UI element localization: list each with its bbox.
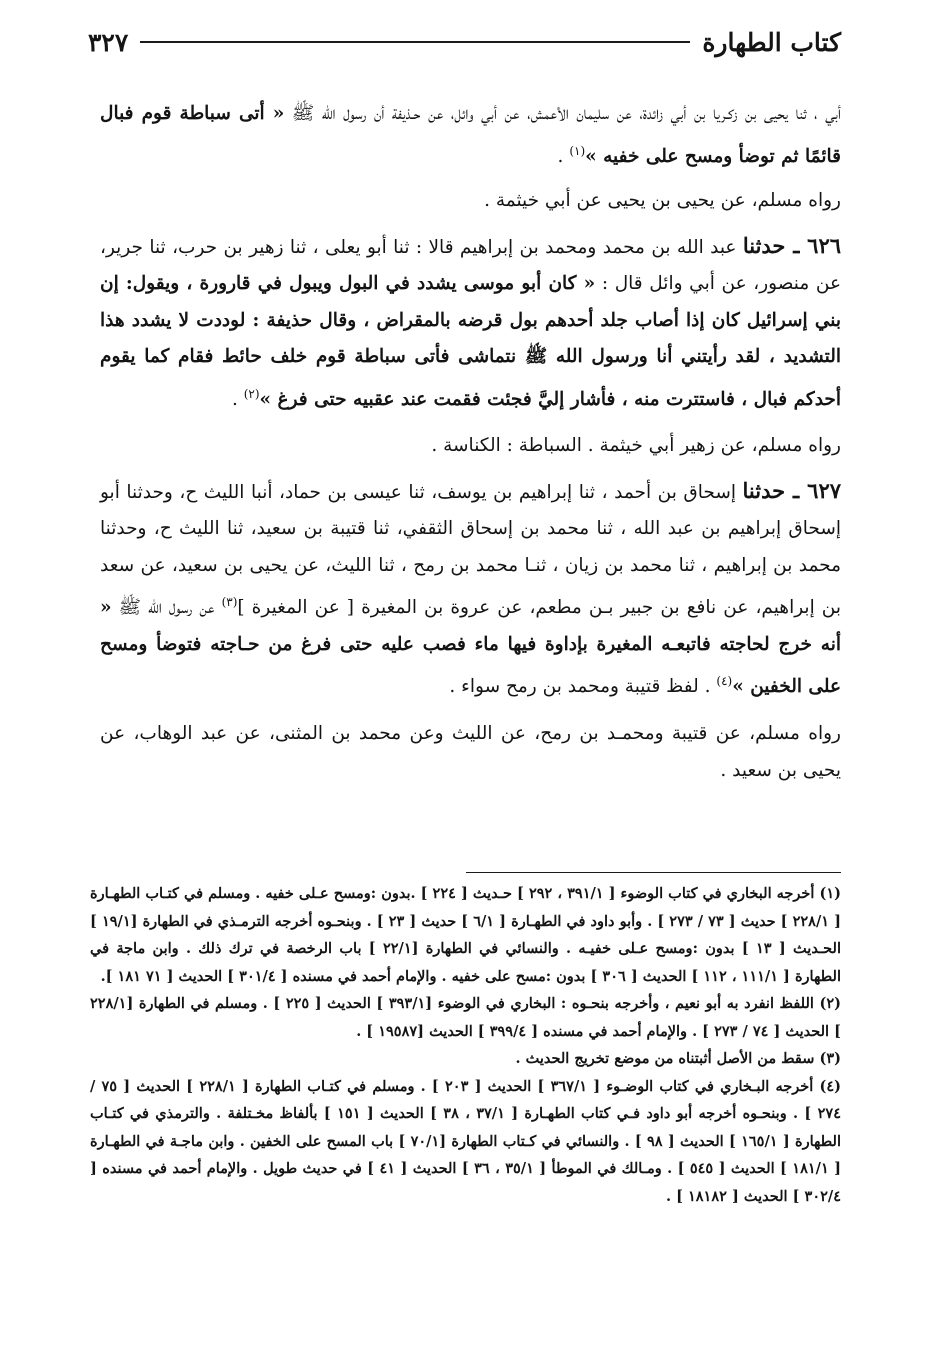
footnote-marker: (٢): [243, 386, 260, 401]
main-text: [100, 96, 841, 789]
narration-text: عن رسول الله ﷺ: [111, 597, 222, 619]
narration-text: أبي ، ثنا يحيى بن زكـريا بن أبي زائدة، عن سليمان الأعمش، عن أبي وائل، عن حـذيفة أن رسول الله ﷺ: [284, 103, 841, 124]
footnote-4: (٤) أخرجه البـخاري في كتاب الوضـوء [ ٣٦٧/١ ] الحديث [ ٢٠٣ ] . ومسلم في كتـاب الطهارة [ ٢٢٨/١ ] الحديث [ ٧٥ / ٢٧٤ ] . وبنحـوه أخرجه أبو داود فـي كتاب الطهـارة [ ٣٧/١ ، ٣٨ ] الحديث [ ١٥١ ] بألفاظ مخـتلفة . والترمذي في كتـاب الطهارة [ ١٦٥/١ ] الحديث [ ٩٨ ] . والنسائي في كـتاب الطهارة [٧٠/١ ] باب المسح على الخفين . وابن ماجـة في الطهـارة [ ١٨١/١ ] الحديث [ ٥٤٥ ] . ومـالك في الموطأ [ ٣٥/١ ، ٣٦ ] الحديث [ ٤١ ] في حديث طويل . والإمام أحمد في مسنده [ ٣٠٢/٤ ] الحديث [ ١٨١٨٢ ] .: [90, 1077, 842, 1205]
takhrij-line: [100, 183, 841, 220]
hadith-continuation: [100, 96, 841, 175]
hadith-number: ٦٢٦ ـ حدثنا: [742, 232, 842, 258]
takhrij-line: [100, 716, 841, 789]
footnote-marker: (٣): [221, 595, 238, 610]
narration-text: رواه مسلم، عن يحيى بن يحيى عن أبي خيثمة .: [484, 190, 841, 212]
footnote-2: (٢) اللفظ انفرد به أبو نعيم ، وأخرجه بنحـوه : البخاري في الوضوء [٣٩٣/١ ] الحديث [ ٢٢٥ ] . ومسلم في الطهارة [٢٢٨/١ ] الحديث [ ٧٤ / ٢٧٣ ] . والإمام أحمد في مسنده [ ٣٩٩/٤ ] الحديث [١٩٥٨٧ ] .: [90, 995, 841, 1040]
header-rule: [140, 41, 690, 43]
footnote-marker: (١): [569, 143, 586, 158]
hadith-matn: « أنه خرج لحاجته فاتبعـه المغيرة بإداوة فيها ماء فصب عليه حتى فرغ من حـاجته فتوضأ ومسح على الخفين »: [100, 597, 841, 698]
page-header: [88, 22, 841, 62]
narration-text: رواه مسلم، عن زهير أبي خيثمة . السباطة : الكناسة .: [431, 435, 841, 457]
hadith-matn: « أتى سباطة قوم فبال قائمًا ثم توضأ ومسح على خفيه »: [100, 103, 841, 167]
narration-text: عبد الله بن محمد ومحمد بن إبراهيم قالا : ثنا أبو يعلى ، ثنا زهير بن حرب، ثنا جرير، عن منصور، عن أبي وائل قال :: [100, 236, 842, 295]
footnote-separator: [466, 872, 841, 873]
page-number: ٣٢٧: [88, 27, 129, 57]
hadith-626: [100, 228, 841, 419]
footnote-3: (٣) سقط من الأصل أثبتناه من موضع تخريج الحديث .: [515, 1050, 841, 1067]
narration-text: إسحاق بن أحمد ، ثنا إبراهيم بن يوسف، ثنا عيسى بن حماد، أنبا الليث ح، وحدثنا أبو إسحاق إبراهيم بن عبد الله ، ثنا محمد بن إسحاق الثقفي، ثنا قتيبة بن سعيد، ثنا الليث ح، وحدثنا محمد بن إبراهيم ، ثنا محمد بن زيان ، ثنـا محمد بن رمح ، ثنا الليث، عن يحيى بن سعيد، عن سعد بن إبراهيم، عن نافع بن جبير بـن مطعم، عن عروة بن المغيرة [ عن المغيرة ]: [100, 481, 842, 619]
footnotes: [90, 880, 841, 1210]
narration-text: رواه مسلم، عن قتيبة ومحمـد بن رمح، عن الليث وعن محمد بن المثنى، عن عبد الوهاب، عن يحيى بن سعيد .: [100, 723, 841, 781]
hadith-number: ٦٢٧ ـ حدثنا: [742, 477, 842, 503]
takhrij-line: [100, 428, 841, 465]
narration-text: . لفظ قتيبة ومحمد بن رمح سواء .: [449, 676, 717, 698]
footnote-marker: (٤): [716, 674, 733, 689]
book-section-title: كتاب الطهارة: [702, 27, 841, 57]
hadith-matn: « كان أبو موسى يشدد في البول ويبول في قارورة ، ويقول: إن بني إسرائيل كان إذا أصاب جلد أحدهم بول قرضه بالمقراض ، وقال حذيفة : لوددت لا يشدد هذا التشديد ، لقد رأيتني أنا ورسول الله ﷺ نتماشى فأتى سباطة قوم خلف حائط فقام كما يقوم أحدكم فبال ، فاستترت منه ، فأشار إليَّ فجئت فقمت عند عقبيه حتى فرغ »: [100, 273, 841, 410]
footnote-1: (١) أخرجه البخاري في كتاب الوضوء [ ٣٩١/١ ، ٢٩٢ ] حـديث [ ٢٢٤ ] .بدون :ومسح عـلى خفيه . ومسلم في كتـاب الطهـارة [ ٢٢٨/١ ] حديث [ ٧٣ / ٢٧٣ ] . وأبو داود في الطهـارة [ ٦/١ ] حديث [ ٢٣ ] . وبنحـوه أخرجه الترمـذي في الطهارة [١٩/١ ] الحـديث [ ١٣ ] بدون :ومسح عـلى خفيـه . والنسائي في الطهارة [٢٢/١ ] باب الرخصة في ترك ذلك . وابن ماجة في الطهارة [ ١١١/١ ، ١١٢ ] الحديث [ ٣٠٦ ] بدون :مسح على خفيه . والإمام أحمد في مسنده [ ٣٠١/٤ ] الحديث [ ٧١ ١٨١ ].: [90, 885, 842, 985]
narration-text: .: [231, 388, 244, 410]
hadith-627: [100, 473, 841, 706]
narration-text: .: [557, 145, 570, 167]
